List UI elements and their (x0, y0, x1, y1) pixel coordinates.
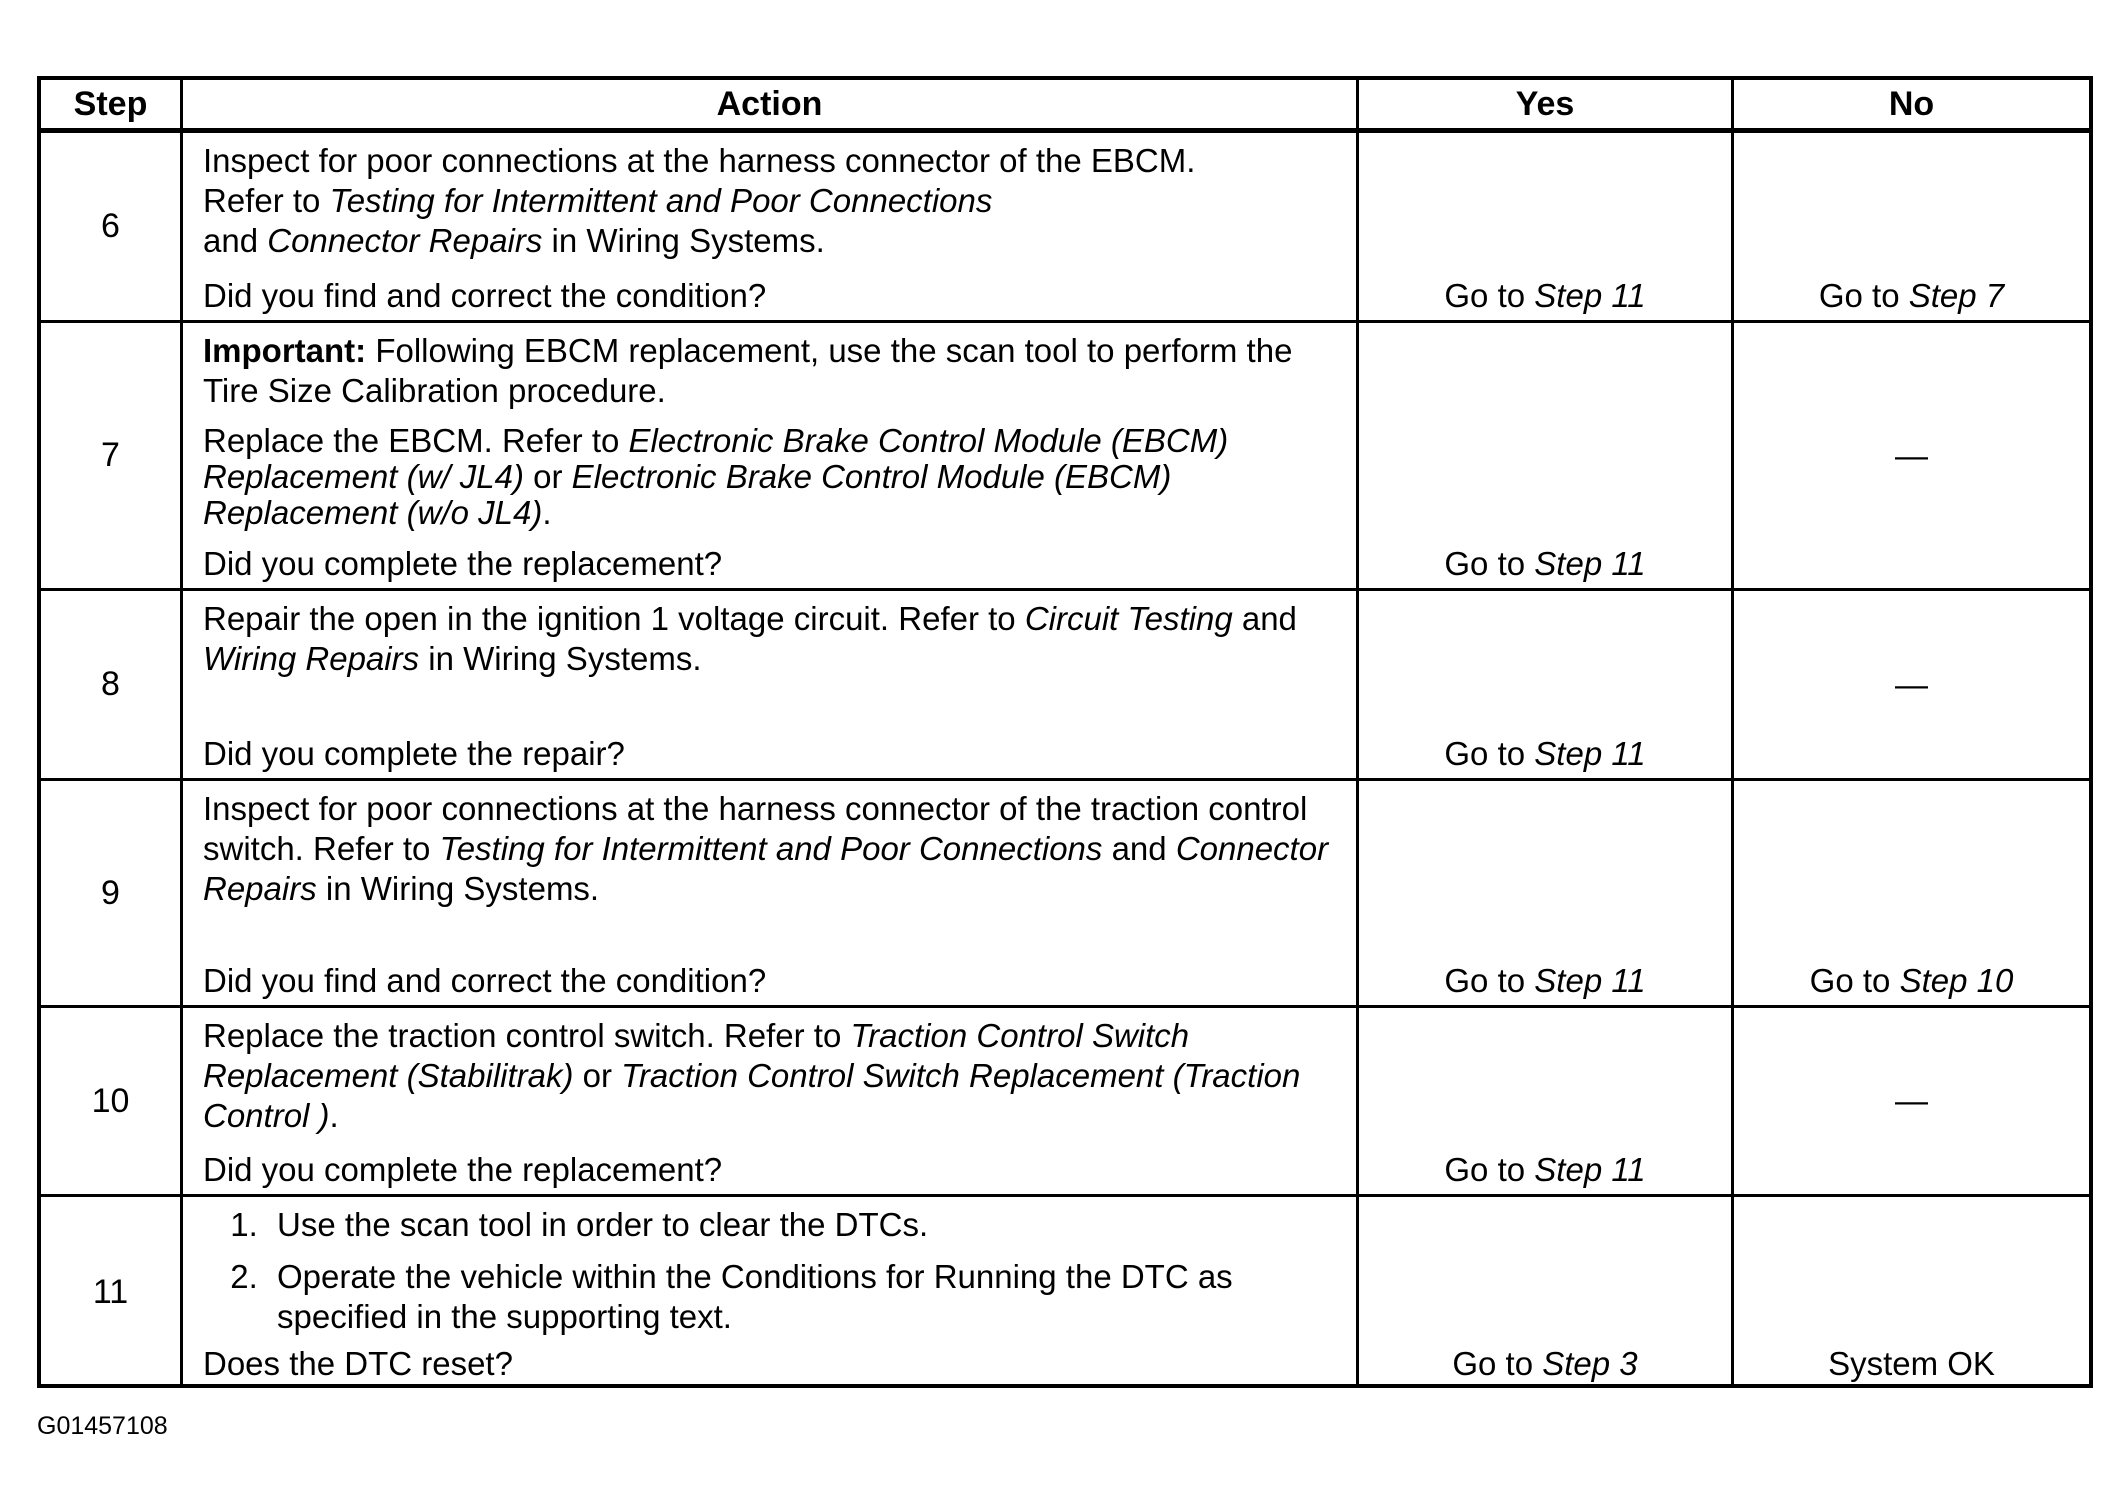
question-text: Does the DTC reset? (203, 1345, 513, 1382)
table-row (41, 781, 2089, 1008)
reference-link: Connector Repairs (267, 222, 543, 259)
step-number: 6 (41, 133, 183, 320)
action-text: Important: Following EBCM replacement, use the scan tool to perform the Tire Size Calibration procedure. Replace the EBCM. Refer to Electronic Brake Control Module (EBCM) Replacement (w/ JL4) or Electronic Brake Control Module (EBCM) Replacement (w/o JL4). (203, 332, 1293, 531)
list-item: 1. Use the scan tool in order to clear the DTCs. (267, 1205, 1316, 1245)
step-number: 11 (41, 1197, 183, 1388)
step-reference: Step 7 (1908, 277, 2005, 314)
action-cell (183, 591, 1359, 778)
list-item: 2. Operate the vehicle within the Conditions for Running the DTC as specified in the supporting text. (267, 1257, 1316, 1337)
diagnostic-table (37, 76, 2093, 1388)
table-header-row (41, 80, 2089, 133)
action-cell (183, 1008, 1359, 1194)
yes-result: Go to Step 11 (1444, 277, 1646, 314)
table-row (41, 591, 2089, 781)
header-step: Step (41, 80, 183, 128)
important-text: Following EBCM replacement, use the scan tool to perform the Tire Size Calibration procedure. (203, 332, 1293, 409)
no-cell (1734, 133, 2089, 320)
step-number: 10 (41, 1008, 183, 1194)
no-dash: — (1895, 665, 1928, 703)
action-line: Inspect for poor connections at the harness connector of the EBCM. (203, 142, 1196, 179)
step-reference: Step 11 (1534, 962, 1646, 999)
no-result: Go to Step 7 (1818, 277, 2005, 314)
figure-id: G01457108 (37, 1412, 168, 1440)
important-label: Important: (203, 332, 367, 369)
action-cell (183, 781, 1359, 1005)
no-cell (1734, 1197, 2089, 1388)
table-row (41, 1197, 2089, 1388)
question-text: Did you complete the replacement? (203, 545, 723, 582)
reference-link: Electronic Brake Control Module (EBCM) Replacement (w/o JL4) (203, 458, 1172, 531)
question-text: Did you complete the replacement? (203, 1151, 723, 1188)
reference-link: Wiring Repairs (203, 640, 420, 677)
no-dash: — (1895, 436, 1928, 474)
question-text: Did you find and correct the condition? (203, 277, 767, 314)
reference-link: Traction Control Switch Replacement (Traction Control ) (203, 1057, 1301, 1134)
yes-result: Go to Step 11 (1444, 545, 1646, 582)
action-text: Replace the traction control switch. Refer to Traction Control Switch Replacement (Stabilitrak) or Traction Control Switch Replacement (Traction Control ). (203, 1017, 1301, 1134)
yes-cell (1359, 323, 1734, 588)
header-action: Action (183, 80, 1359, 128)
reference-link: Circuit Testing (1024, 600, 1233, 637)
question-text: Did you complete the repair? (203, 735, 625, 772)
no-cell (1734, 323, 2089, 588)
table-row (41, 323, 2089, 591)
no-result: Go to Step 10 (1809, 962, 2014, 999)
reference-link: Connector Repairs (203, 830, 1329, 907)
yes-result: Go to Step 11 (1444, 962, 1646, 999)
step-number: 7 (41, 323, 183, 588)
action-cell (183, 323, 1359, 588)
reference-link: Traction Control Switch Replacement (Stabilitrak) (203, 1017, 1190, 1094)
question-text: Did you find and correct the condition? (203, 962, 767, 999)
action-line: and (203, 222, 268, 259)
header-yes: Yes (1359, 80, 1734, 128)
action-text: Repair the open in the ignition 1 voltage circuit. Refer to Circuit Testing and Wiring Repairs in Wiring Systems. (203, 600, 1297, 677)
yes-cell (1359, 133, 1734, 320)
table-row (41, 133, 2089, 323)
header-no: No (1888, 84, 1935, 123)
action-text (203, 141, 1344, 261)
step-number: 9 (41, 781, 183, 1005)
procedure-list (203, 1205, 1316, 1337)
yes-cell (1359, 1197, 1734, 1388)
yes-cell (1359, 781, 1734, 1005)
step-reference: Step 11 (1534, 735, 1646, 772)
action-line: in Wiring Systems. (542, 222, 825, 259)
table-row (41, 1008, 2089, 1197)
no-result: System OK (1828, 1345, 1995, 1382)
yes-cell (1359, 1008, 1734, 1194)
action-text: Inspect for poor connections at the harness connector of the traction control switch. Refer to Testing for Intermittent and Poor Connections and Connector Repairs in Wiring Systems. (203, 790, 1329, 907)
no-dash: — (1895, 1082, 1928, 1119)
action-cell (183, 133, 1359, 320)
yes-cell (1359, 591, 1734, 778)
step-reference: Step 10 (1899, 962, 2014, 999)
yes-result: Go to Step 11 (1444, 735, 1646, 772)
step-reference: Step 11 (1534, 277, 1646, 314)
yes-result: Go to Step 11 (1444, 1151, 1646, 1188)
yes-result: Go to Step 3 (1452, 1345, 1638, 1382)
no-cell (1734, 591, 2089, 778)
reference-link: Electronic Brake Control Module (EBCM) Replacement (w/ JL4) (203, 422, 1229, 495)
step-reference: Step 11 (1534, 1151, 1646, 1188)
no-cell (1734, 1008, 2089, 1194)
action-text (203, 1205, 1316, 1337)
action-line: Refer to (203, 182, 330, 219)
action-cell (183, 1197, 1359, 1388)
step-number: 8 (41, 591, 183, 778)
step-reference: Step 11 (1534, 545, 1646, 582)
step-reference: Step 3 (1542, 1345, 1638, 1382)
reference-link: Testing for Intermittent and Poor Connections (329, 182, 993, 219)
reference-link: Testing for Intermittent and Poor Connections (439, 830, 1103, 867)
no-cell (1734, 781, 2089, 1005)
